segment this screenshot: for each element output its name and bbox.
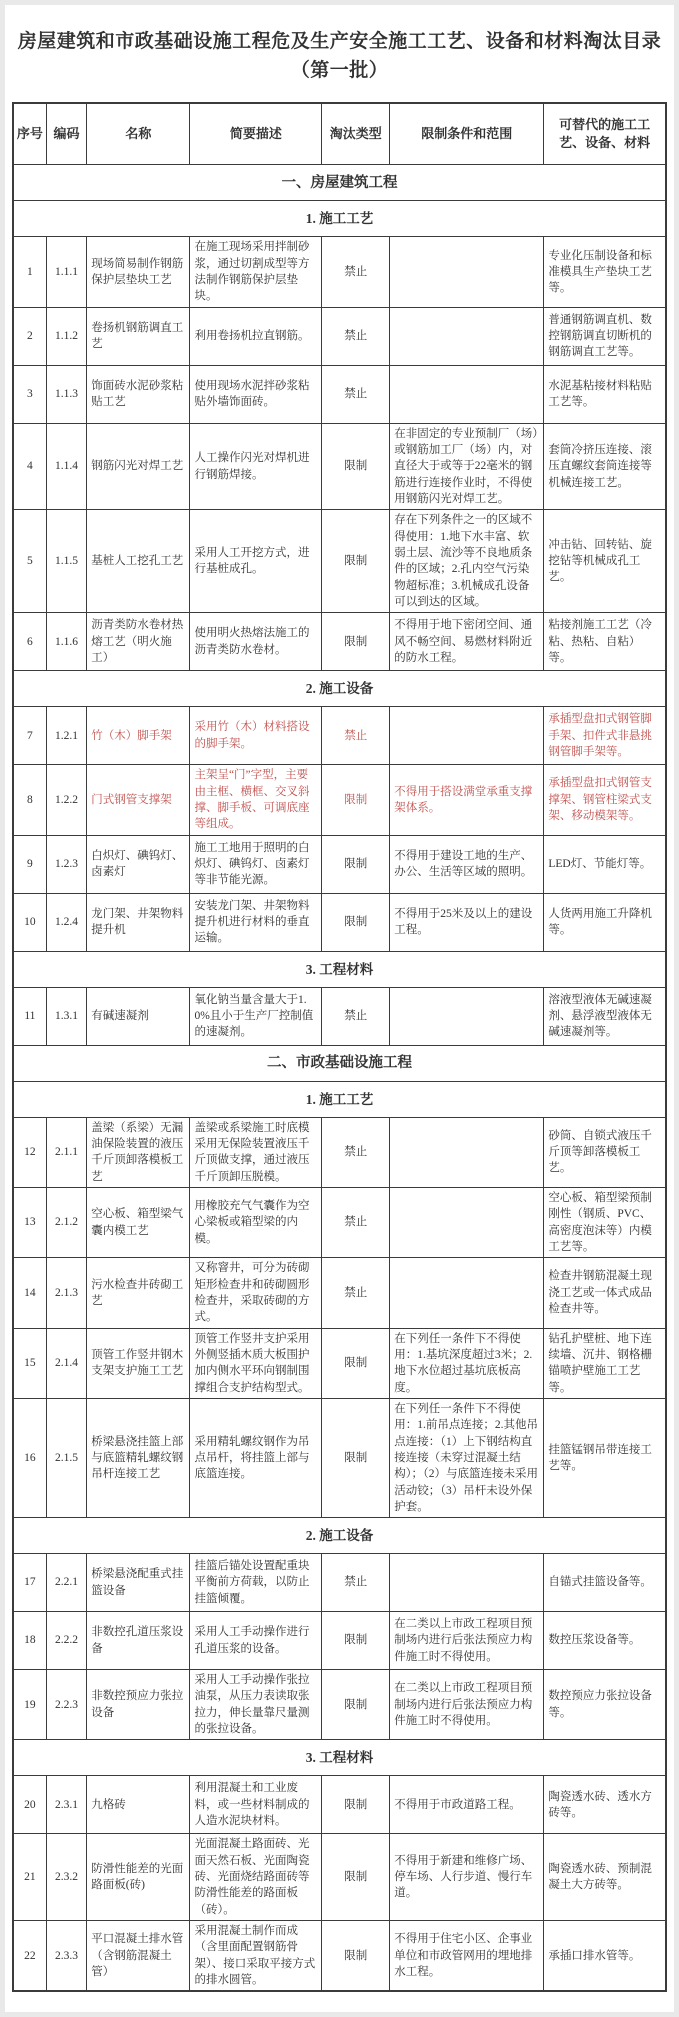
row-description: 主架呈“门”字型，主要由主框、横框、交叉斜撑、脚手板、可调底座等组成。	[190, 765, 322, 835]
row-restriction	[390, 1187, 544, 1257]
column-header-number: 序号	[13, 103, 46, 165]
row-description: 用橡胶充气气囊作为空心梁板或箱型梁的内模。	[190, 1187, 322, 1257]
row-description: 采用人工开挖方式，进行基桩成孔。	[190, 510, 322, 613]
row-elimination-type: 限制	[322, 613, 390, 671]
row-restriction	[390, 365, 544, 423]
row-alternative: 自锚式挂篮设备等。	[544, 1554, 666, 1612]
row-restriction	[390, 1117, 544, 1187]
row-alternative: 承插型盘扣式钢管支撑架、钢管柱梁式支架、移动模架等。	[544, 765, 666, 835]
row-alternative: 陶瓷透水砖、透水方砖等。	[544, 1776, 666, 1834]
table-header-row	[13, 103, 666, 165]
row-elimination-type: 禁止	[322, 307, 390, 365]
row-elimination-type: 限制	[322, 1612, 390, 1670]
row-description: 使用明火热熔法施工的沥青类防水卷材。	[190, 613, 322, 671]
row-code: 1.1.3	[46, 365, 86, 423]
table-row	[13, 307, 666, 365]
row-description: 光面混凝土路面砖、光面天然石板、光面陶瓷砖、光面烧结路面砖等防滑性能差的路面板（砖）。	[190, 1834, 322, 1921]
section-header: 二、市政基础设施工程	[13, 1045, 666, 1081]
row-elimination-type: 限制	[322, 1670, 390, 1740]
row-description: 又称窨井，可分为砖砌矩形检查井和砖砌圆形检查井，采取砖砌的方式。	[190, 1258, 322, 1328]
table-row	[13, 835, 666, 893]
row-description: 采用精轧螺纹钢作为吊点吊杆，将挂篮上部与底篮连接。	[190, 1398, 322, 1517]
row-description: 施工工地用于照明的白炽灯、碘钨灯、卤素灯等非节能光源。	[190, 835, 322, 893]
row-number: 3	[13, 365, 46, 423]
row-name: 污水检查井砖砌工艺	[87, 1258, 190, 1328]
row-name: 钢筋闪光对焊工艺	[87, 423, 190, 510]
row-alternative: 水泥基粘接材料粘贴工艺等。	[544, 365, 666, 423]
row-name: 白炽灯、碘钨灯、卤素灯	[87, 835, 190, 893]
page-title: 房屋建筑和市政基础设施工程危及生产安全施工工艺、设备和材料淘汰目录（第一批）	[17, 31, 662, 82]
column-header-alternative: 可替代的施工工艺、设备、材料	[544, 103, 666, 165]
row-name: 门式钢管支撑架	[87, 765, 190, 835]
row-description: 采用人工手动操作张拉油泵，从压力表读取张拉力，伸长量靠尺量测的张拉设备。	[190, 1670, 322, 1740]
row-restriction: 在下列任一条件下不得使用：1.前吊点连接；2.其他吊点连接：（1）上下钢结构直接连接（未穿过混凝土结构）；（2）与底篮连接未采用活动铰；（3）吊杆未设外保护套。	[390, 1398, 544, 1517]
table-row	[13, 765, 666, 835]
row-number: 13	[13, 1187, 46, 1257]
table-row	[13, 1187, 666, 1257]
row-code: 1.1.2	[46, 307, 86, 365]
row-elimination-type: 禁止	[322, 987, 390, 1045]
subsection-row	[13, 1081, 666, 1117]
row-elimination-type: 限制	[322, 1776, 390, 1834]
row-restriction	[390, 707, 544, 765]
row-name: 现场简易制作钢筋保护层垫块工艺	[87, 237, 190, 307]
section-row	[13, 1045, 666, 1081]
row-number: 14	[13, 1258, 46, 1328]
row-elimination-type: 限制	[322, 835, 390, 893]
row-elimination-type: 限制	[322, 1921, 390, 1992]
row-restriction: 在下列任一条件下不得使用：1.基坑深度超过3米；2.地下水位超过基坑底板高度。	[390, 1328, 544, 1398]
row-number: 11	[13, 987, 46, 1045]
row-code: 1.2.1	[46, 707, 86, 765]
row-number: 21	[13, 1834, 46, 1921]
row-elimination-type: 限制	[322, 510, 390, 613]
row-number: 12	[13, 1117, 46, 1187]
table-row	[13, 613, 666, 671]
column-header-restriction: 限制条件和范围	[390, 103, 544, 165]
row-elimination-type: 限制	[322, 765, 390, 835]
table-row	[13, 1612, 666, 1670]
table-row	[13, 1834, 666, 1921]
row-name: 饰面砖水泥砂浆粘贴工艺	[87, 365, 190, 423]
row-restriction: 存在下列条件之一的区域不得使用：1.地下水丰富、软弱土层、流沙等不良地质条件的区域；2.孔内空气污染物超标准；3.机械成孔设备可以到达的区域。	[390, 510, 544, 613]
row-number: 1	[13, 237, 46, 307]
row-code: 1.2.4	[46, 893, 86, 951]
row-alternative: 普通钢筋调直机、数控钢筋调直切断机的钢筋调直工艺等。	[544, 307, 666, 365]
row-description: 利用卷扬机拉直钢筋。	[190, 307, 322, 365]
row-alternative: 专业化压制设备和标准模具生产垫块工艺等。	[544, 237, 666, 307]
row-description: 盖梁或系梁施工时底模采用无保险装置液压千斤顶做支撑，通过液压千斤顶卸压脱模。	[190, 1117, 322, 1187]
row-elimination-type: 限制	[322, 1398, 390, 1517]
row-number: 17	[13, 1554, 46, 1612]
row-name: 基桩人工挖孔工艺	[87, 510, 190, 613]
row-restriction	[390, 987, 544, 1045]
row-code: 2.1.4	[46, 1328, 86, 1398]
row-code: 2.1.3	[46, 1258, 86, 1328]
row-code: 2.3.1	[46, 1776, 86, 1834]
subsection-row	[13, 951, 666, 987]
row-code: 1.2.2	[46, 765, 86, 835]
row-elimination-type: 禁止	[322, 1258, 390, 1328]
row-restriction: 不得用于市政道路工程。	[390, 1776, 544, 1834]
row-code: 2.2.3	[46, 1670, 86, 1740]
row-alternative: 承插口排水管等。	[544, 1921, 666, 1992]
row-name: 盖梁（系梁）无漏油保险装置的液压千斤顶卸落模板工艺	[87, 1117, 190, 1187]
subsection-row	[13, 671, 666, 707]
row-alternative: 挂篮锰钢吊带连接工艺等。	[544, 1398, 666, 1517]
row-alternative: 套筒冷挤压连接、滚压直螺纹套筒连接等机械连接工艺。	[544, 423, 666, 510]
row-name: 空心板、箱型梁气囊内模工艺	[87, 1187, 190, 1257]
subsection-header: 1. 施工工艺	[13, 1081, 666, 1117]
row-elimination-type: 限制	[322, 1328, 390, 1398]
table-header	[13, 103, 666, 165]
row-name: 有碱速凝剂	[87, 987, 190, 1045]
row-elimination-type: 限制	[322, 423, 390, 510]
column-header-code: 编码	[46, 103, 86, 165]
row-number: 18	[13, 1612, 46, 1670]
row-restriction	[390, 1554, 544, 1612]
row-name: 桥梁悬浇挂篮上部与底篮精轧螺纹钢吊杆连接工艺	[87, 1398, 190, 1517]
row-elimination-type: 禁止	[322, 707, 390, 765]
row-alternative: 数控压浆设备等。	[544, 1612, 666, 1670]
row-description: 使用现场水泥拌砂浆粘贴外墙饰面砖。	[190, 365, 322, 423]
row-alternative: 钻孔护壁桩、地下连续墙、沉井、钢格栅锚喷护壁施工工艺等。	[544, 1328, 666, 1398]
row-number: 9	[13, 835, 46, 893]
subsection-header: 2. 施工设备	[13, 1518, 666, 1554]
subsection-header: 3. 工程材料	[13, 951, 666, 987]
row-restriction: 不得用于住宅小区、企事业单位和市政管网用的埋地排水工程。	[390, 1921, 544, 1992]
subsection-row	[13, 1518, 666, 1554]
subsection-header: 2. 施工设备	[13, 671, 666, 707]
elimination-catalog-table	[12, 102, 667, 1993]
row-elimination-type: 限制	[322, 1834, 390, 1921]
row-elimination-type: 禁止	[322, 1554, 390, 1612]
subsection-header: 1. 施工工艺	[13, 201, 666, 237]
row-description: 顶管工作竖井支护采用外侧竖插木质大板围护加内侧水平环向钢制围撑组合支护结构型式。	[190, 1328, 322, 1398]
row-name: 卷扬机钢筋调直工艺	[87, 307, 190, 365]
row-restriction: 不得用于地下密闭空间、通风不畅空间、易燃材料附近的防水工程。	[390, 613, 544, 671]
row-code: 2.1.2	[46, 1187, 86, 1257]
row-elimination-type: 限制	[322, 893, 390, 951]
subsection-row	[13, 1740, 666, 1776]
row-number: 7	[13, 707, 46, 765]
row-code: 2.1.1	[46, 1117, 86, 1187]
row-name: 沥青类防水卷材热熔工艺（明火施工）	[87, 613, 190, 671]
table-row	[13, 1328, 666, 1398]
row-restriction: 不得用于新建和维修广场、停车场、人行步道、慢行车道。	[390, 1834, 544, 1921]
row-alternative: 数控预应力张拉设备等。	[544, 1670, 666, 1740]
row-elimination-type: 禁止	[322, 1187, 390, 1257]
row-restriction: 不得用于搭设满堂承重支撑架体系。	[390, 765, 544, 835]
row-alternative: 空心板、箱型梁预制刚性（钢质、PVC、高密度泡沫等）内模工艺等。	[544, 1187, 666, 1257]
row-number: 5	[13, 510, 46, 613]
row-alternative: 承插型盘扣式钢管脚手架、扣件式非悬挑钢管脚手架等。	[544, 707, 666, 765]
row-name: 九格砖	[87, 1776, 190, 1834]
table-row	[13, 237, 666, 307]
row-description: 采用人工手动操作进行孔道压浆的设备。	[190, 1612, 322, 1670]
row-description: 氧化钠当量含量大于1.0%且小于生产厂控制值的速凝剂。	[190, 987, 322, 1045]
row-restriction: 不得用于建设工地的生产、办公、生活等区域的照明。	[390, 835, 544, 893]
table-row	[13, 1776, 666, 1834]
row-restriction	[390, 307, 544, 365]
column-header-elimination-type: 淘汰类型	[322, 103, 390, 165]
row-restriction: 在非固定的专业预制厂（场）或钢筋加工厂（场）内，对直径大于或等于22毫米的钢筋进行连接作业时，不得使用钢筋闪光对焊工艺。	[390, 423, 544, 510]
row-number: 2	[13, 307, 46, 365]
row-number: 6	[13, 613, 46, 671]
row-code: 2.3.3	[46, 1921, 86, 1992]
row-number: 4	[13, 423, 46, 510]
table-row	[13, 1258, 666, 1328]
row-name: 顶管工作竖井钢木支架支护施工工艺	[87, 1328, 190, 1398]
row-name: 非数控预应力张拉设备	[87, 1670, 190, 1740]
row-restriction	[390, 237, 544, 307]
column-header-name: 名称	[87, 103, 190, 165]
row-name: 防滑性能差的光面路面板(砖)	[87, 1834, 190, 1921]
table-row	[13, 1398, 666, 1517]
row-number: 16	[13, 1398, 46, 1517]
table-body	[13, 165, 666, 1992]
row-name: 桥梁悬浇配重式挂篮设备	[87, 1554, 190, 1612]
table-row	[13, 707, 666, 765]
row-alternative: 冲击钻、回转钻、旋挖钻等机械成孔工艺。	[544, 510, 666, 613]
row-description: 采用竹（木）材料搭设的脚手架。	[190, 707, 322, 765]
row-code: 1.1.5	[46, 510, 86, 613]
table-row	[13, 1670, 666, 1740]
row-name: 龙门架、井架物料提升机	[87, 893, 190, 951]
row-alternative: 溶液型液体无碱速凝剂、悬浮液型液体无碱速凝剂等。	[544, 987, 666, 1045]
row-name: 非数控孔道压浆设备	[87, 1612, 190, 1670]
row-restriction	[390, 1258, 544, 1328]
row-description: 利用混凝土和工业废料，或一些材料制成的人造水泥块材料。	[190, 1776, 322, 1834]
table-row	[13, 1117, 666, 1187]
row-code: 1.1.1	[46, 237, 86, 307]
table-row	[13, 1554, 666, 1612]
row-description: 人工操作闪光对焊机进行钢筋焊接。	[190, 423, 322, 510]
row-elimination-type: 禁止	[322, 1117, 390, 1187]
column-header-description: 简要描述	[190, 103, 322, 165]
row-elimination-type: 禁止	[322, 237, 390, 307]
row-code: 1.2.3	[46, 835, 86, 893]
row-description: 在施工现场采用拌制砂浆，通过切割成型等方法制作钢筋保护层垫块。	[190, 237, 322, 307]
row-description: 采用混凝土制作而成（含里面配置钢筋骨架）、接口采取平接方式的排水圆管。	[190, 1921, 322, 1992]
row-description: 挂篮后锚处设置配重块平衡前方荷载，以防止挂篮倾覆。	[190, 1554, 322, 1612]
row-description: 安装龙门架、井架物料提升机进行材料的垂直运输。	[190, 893, 322, 951]
row-code: 2.2.1	[46, 1554, 86, 1612]
row-code: 1.1.6	[46, 613, 86, 671]
row-alternative: LED灯、节能灯等。	[544, 835, 666, 893]
row-code: 2.2.2	[46, 1612, 86, 1670]
section-row	[13, 165, 666, 201]
row-name: 平口混凝土排水管（含钢筋混凝土管）	[87, 1921, 190, 1992]
row-alternative: 粘接剂施工工艺（冷粘、热粘、自粘）等。	[544, 613, 666, 671]
row-alternative: 陶瓷透水砖、预制混凝土大方砖等。	[544, 1834, 666, 1921]
row-alternative: 检查井钢筋混凝土现浇工艺或一体式成品检查井等。	[544, 1258, 666, 1328]
subsection-row	[13, 201, 666, 237]
row-code: 1.1.4	[46, 423, 86, 510]
row-name: 竹（木）脚手架	[87, 707, 190, 765]
row-code: 2.1.5	[46, 1398, 86, 1517]
section-header: 一、房屋建筑工程	[13, 165, 666, 201]
row-number: 8	[13, 765, 46, 835]
row-restriction: 在二类以上市政工程项目预制场内进行后张法预应力构件施工时不得使用。	[390, 1612, 544, 1670]
row-code: 1.3.1	[46, 987, 86, 1045]
subsection-header: 3. 工程材料	[13, 1740, 666, 1776]
row-elimination-type: 禁止	[322, 365, 390, 423]
row-number: 19	[13, 1670, 46, 1740]
table-row	[13, 365, 666, 423]
table-row	[13, 987, 666, 1045]
row-number: 10	[13, 893, 46, 951]
row-restriction: 在二类以上市政工程项目预制场内进行后张法预应力构件施工时不得使用。	[390, 1670, 544, 1740]
table-row	[13, 1921, 666, 1992]
row-restriction: 不得用于25米及以上的建设工程。	[390, 893, 544, 951]
row-number: 22	[13, 1921, 46, 1992]
row-number: 20	[13, 1776, 46, 1834]
table-row	[13, 510, 666, 613]
table-row	[13, 423, 666, 510]
row-code: 2.3.2	[46, 1834, 86, 1921]
table-row	[13, 893, 666, 951]
row-alternative: 砂筒、自锁式液压千斤顶等卸落模板工艺。	[544, 1117, 666, 1187]
row-number: 15	[13, 1328, 46, 1398]
row-alternative: 人货两用施工升降机等。	[544, 893, 666, 951]
